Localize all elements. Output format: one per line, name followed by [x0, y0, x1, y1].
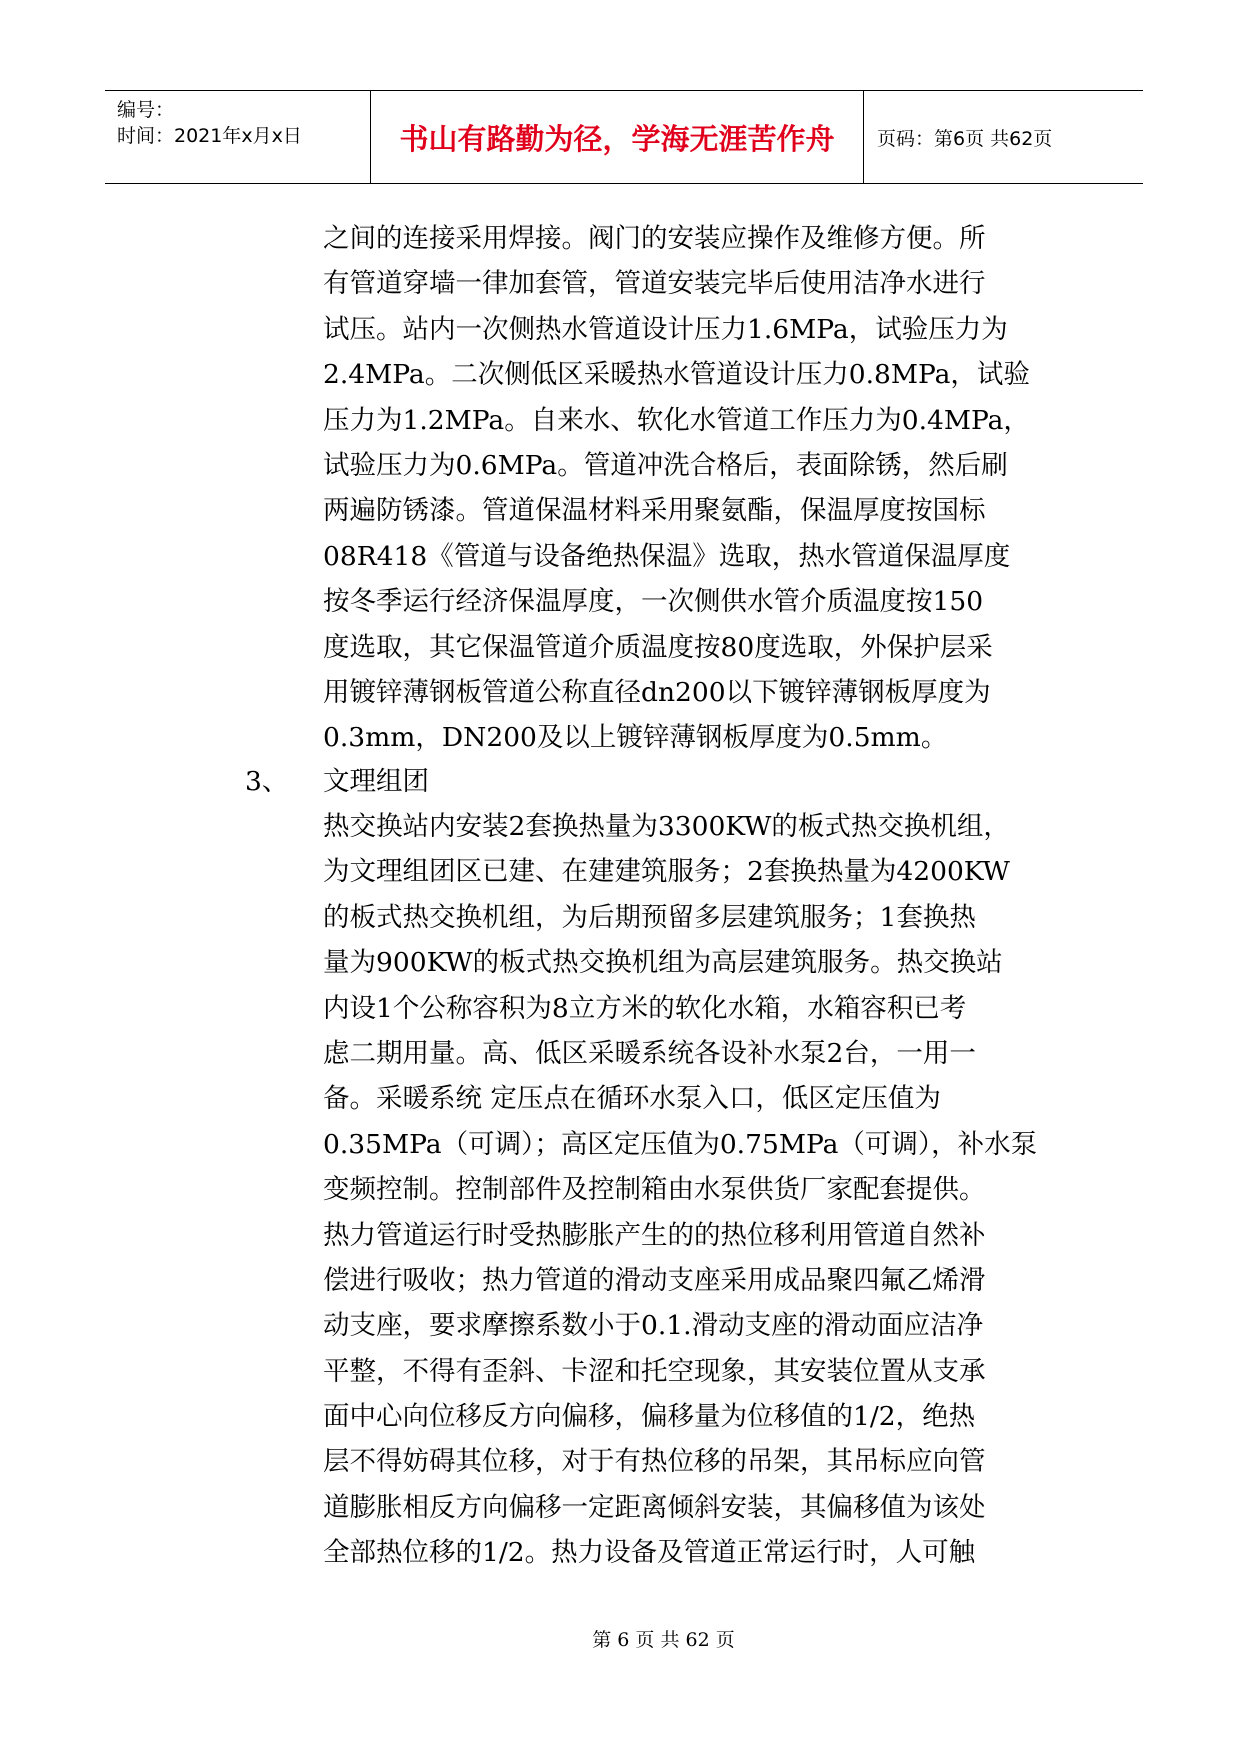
section-title: 文理组团: [323, 766, 429, 797]
header-page-number: 页码：第6页 共62页: [877, 127, 1053, 150]
text-line: 层不得妨碍其位移，对于有热位移的吊架，其吊标应向管: [323, 1446, 986, 1478]
paragraph-heat-exchange-station: [323, 804, 1063, 1576]
section-number: 3、: [245, 766, 289, 797]
paragraph-pipe-installation: [323, 216, 1055, 761]
text-line: 有管道穿墙一律加套管，管道安装完毕后使用洁净水进行: [323, 268, 986, 300]
text-line: 热交换站内安装2套换热量为3300KW的板式热交换机组，: [323, 811, 1010, 842]
text-line: 度选取，其它保温管道介质温度按80度选取，外保护层采: [323, 631, 993, 663]
text-line: 两遍防锈漆。管道保温材料采用聚氨酯，保温厚度按国标: [323, 495, 986, 527]
text-line: 量为900KW的板式热交换机组为高层建筑服务。热交换站: [323, 947, 1003, 979]
text-line: 面中心向位移反方向偏移，偏移量为位移值的1/2，绝热: [323, 1401, 976, 1433]
text-line: 道膨胀相反方向偏移一定距离倾斜安装，其偏移值为该处: [323, 1491, 986, 1523]
page-footer: 第 6 页 共 62 页: [592, 1629, 735, 1651]
header-motto: 书山有路勤为径，学海无涯苦作舟: [371, 91, 864, 183]
text-line: 内设1个公称容积为8立方米的软化水箱，水箱容积已考: [323, 992, 967, 1024]
text-line: 试压。站内一次侧热水管道设计压力1.6MPa，试验压力为: [323, 313, 1008, 345]
text-line: 虑二期用量。高、低区采暖系统各设补水泵2台，一用一: [323, 1037, 976, 1069]
text-line: 之间的连接采用焊接。阀门的安装应操作及维修方便。所: [323, 223, 986, 254]
text-line: 备。采暖系统 定压点在循环水泵入口，低区定压值为: [323, 1083, 941, 1115]
header-meta: [105, 91, 371, 183]
text-line: 动支座，要求摩擦系数小于0.1.滑动支座的滑动面应洁净: [323, 1310, 984, 1342]
text-line: 压力为1.2MPa。自来水、软化水管道工作压力为0.4MPa，: [323, 404, 1030, 436]
text-line: 的板式热交换机组，为后期预留多层建筑服务；1套换热: [323, 901, 976, 933]
text-line: 试验压力为0.6MPa。管道冲洗合格后，表面除锈，然后刷: [323, 449, 1008, 481]
text-line: 按冬季运行经济保温厚度，一次侧供水管介质温度按150: [323, 586, 984, 618]
document-number-label: 编号：: [117, 99, 175, 121]
text-line: 08R418《管道与设备绝热保温》选取，热水管道保温厚度: [323, 540, 1011, 572]
text-line: 平整，不得有歪斜、卡涩和托空现象，其安装位置从支承: [323, 1355, 986, 1387]
text-line: 全部热位移的1/2。热力设备及管道正常运行时，人可触: [323, 1537, 976, 1569]
text-line: 用镀锌薄钢板管道公称直径dn200以下镀锌薄钢板厚度为: [323, 676, 991, 708]
text-line: 0.35MPa（可调）；高区定压值为0.75MPa（可调），补水泵: [323, 1128, 1038, 1160]
text-line: 2.4MPa。二次侧低区采暖热水管道设计压力0.8MPa，试验: [323, 359, 1030, 391]
text-line: 为文理组团区已建、在建建筑服务；2套换热量为4200KW: [323, 856, 1010, 888]
text-line: 热力管道运行时受热膨胀产生的的热位移利用管道自然补: [323, 1219, 986, 1251]
text-line: 变频控制。控制部件及控制箱由水泵供货厂家配套提供。: [323, 1174, 986, 1206]
document-time-label: 时间：2021年x月x日: [117, 125, 302, 147]
text-line: 0.3mm，DN200及以上镀锌薄钢板厚度为0.5mm。: [323, 722, 948, 754]
page-header: [105, 90, 1143, 184]
text-line: 偿进行吸收；热力管道的滑动支座采用成品聚四氟乙烯滑: [323, 1264, 986, 1296]
